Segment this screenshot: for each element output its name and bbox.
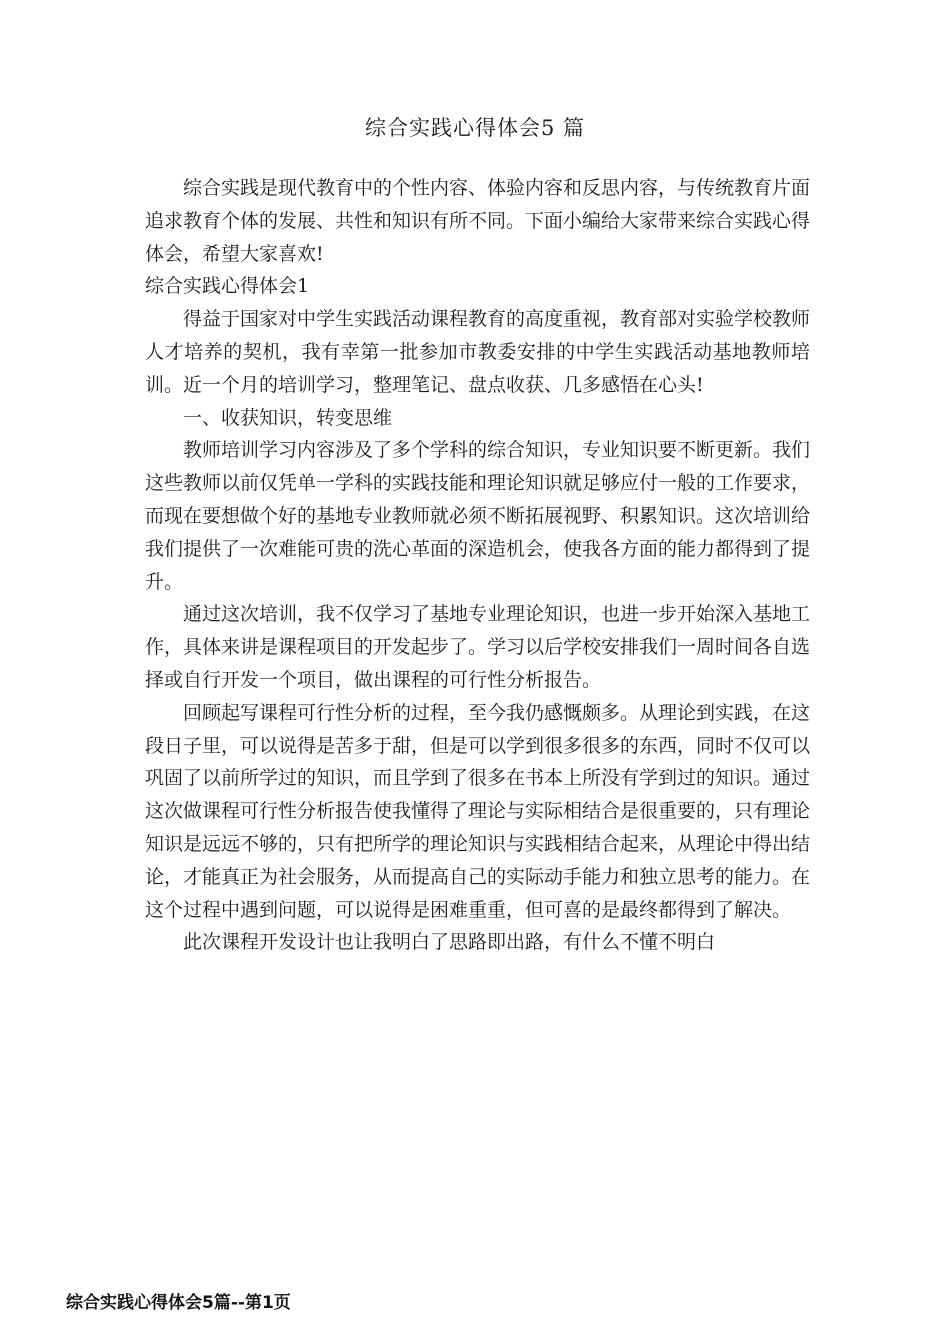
- body-paragraph: 此次课程开发设计也让我明白了思路即出路，有什么不懂不明白: [183, 931, 716, 954]
- body-paragraph: 回顾起写课程可行性分析的过程，至今我仍感慨颇多。从理论到实践，在这段日子里，可以说得是苦多于甜，但是可以学到很多很多的东西，同时不仅可以巩固了以前所学过的知识，而且学到了很多在书本上所没有学到过的知识。通过这次做课程可行性分析报告使我懂得了理论与实际相结合是很重要的，只有理论知识是远远不够的，只有把所学的理论知识与实践相结合起来，从理论中得出结论，才能真正为社会服务，从而提高自己的实际动手能力和独立思考的能力。在这个过程中遇到问题，可以说得是困难重重，但可喜的是最终都得到了解决。: [145, 701, 811, 921]
- section-title: 综合实践心得体会1: [145, 275, 310, 298]
- body-paragraph: 通过这次培训，我不仅学习了基地专业理论知识，也进一步开始深入基地工作，具体来讲是课程项目的开发起步了。学习以后学校安排我们一周时间各自选择或自行开发一个项目，做出课程的可行性分析报告。: [145, 603, 811, 691]
- body-paragraph: 教师培训学习内容涉及了多个学科的综合知识，专业知识要不断更新。我们这些教师以前仅凭单一学科的实践技能和理论知识就足够应付一般的工作要求，而现在要想做个好的基地专业教师就必须不断拓展视野、积累知识。这次培训给我们提供了一次难能可贵的洗心革面的深造机会，使我各方面的能力都得到了提升。: [145, 439, 811, 593]
- page-footer: 综合实践心得体会5篇--第1页: [66, 1293, 291, 1313]
- body-paragraph: 得益于国家对中学生实践活动课程教育的高度重视，教育部对实验学校教师人才培养的契机，我有幸第一批参加市教委安排的中学生实践活动基地教师培训。近一个月的培训学习，整理笔记、盘点收获、几多感悟在心头!: [145, 308, 811, 396]
- document-body: [145, 172, 810, 959]
- subheading: 一、收获知识，转变思维: [183, 406, 393, 429]
- document-title: 综合实践心得体会5 篇: [364, 116, 586, 140]
- intro-paragraph: 综合实践是现代教育中的个性内容、体验内容和反思内容，与传统教育片面追求教育个体的发展、共性和知识有所不同。下面小编给大家带来综合实践心得体会，希望大家喜欢!: [145, 177, 811, 265]
